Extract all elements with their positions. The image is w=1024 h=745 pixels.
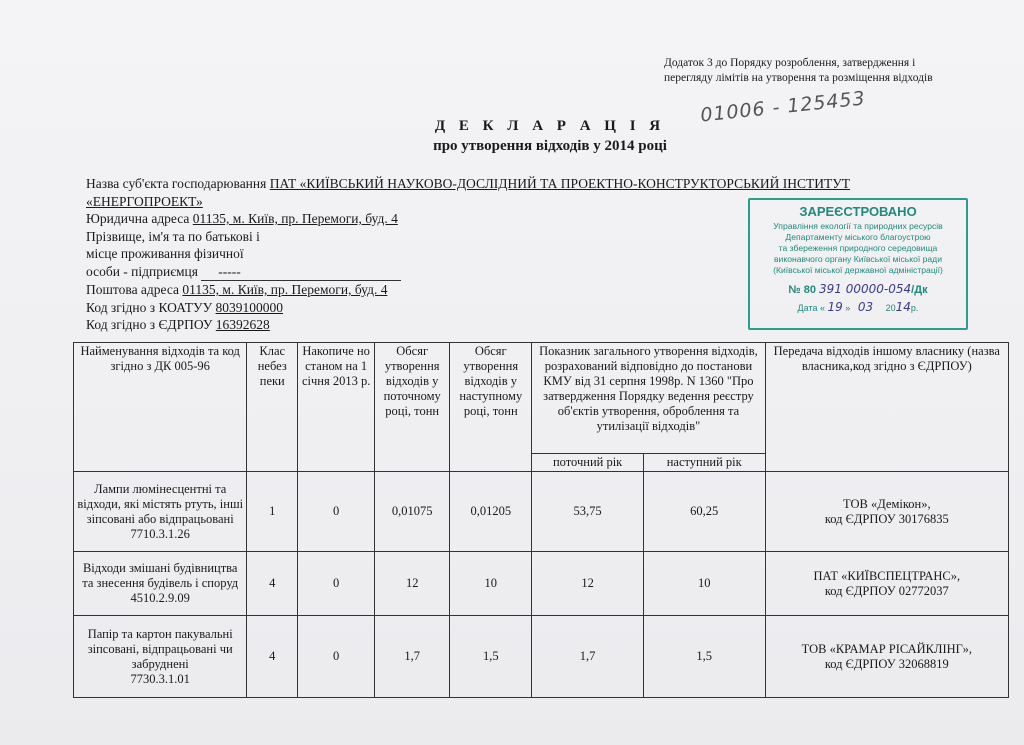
header-transfer: Передача відходів іншому власнику (назва власника,код згідно з ЄДРПОУ) (765, 343, 1008, 472)
cell-indicator-current: 1,7 (532, 616, 644, 698)
legal-address-label: Юридична адреса (86, 211, 190, 226)
waste-code: 7710.3.1.26 (130, 526, 190, 541)
person-label: особи - підприємця (86, 263, 198, 279)
cell-hazard: 4 (247, 616, 298, 698)
entity-name-value: ПАТ «КИЇВСЬКИЙ НАУКОВО-ДОСЛІДНИЙ ТА ПРОЕКТНО-КОНСТРУКТОРСЬКИЙ ІНСТИТУТ (269, 176, 851, 191)
person-line-3 (86, 263, 746, 282)
person-value: ----- (218, 263, 241, 279)
document-subtitle: про утворення відходів у 2014 році (433, 138, 667, 154)
cell-next: 0,01205 (450, 472, 532, 552)
stamp-body-line: та збереження природного середовища (778, 243, 938, 253)
table-row (74, 616, 1009, 698)
stamp-date-day: 19 (827, 300, 843, 314)
stamp-title: ЗАРЕЄСТРОВАНО (799, 204, 917, 219)
stamp-date-year: 14 (895, 300, 911, 314)
stamp-date-year-prefix: 20 (885, 303, 896, 313)
appendix-line-2: перегляду лімітів на утворення та розміщення відходів (664, 72, 933, 84)
stamp-number-suffix: /Дк (911, 284, 928, 296)
stamp-date-month: 03 (857, 300, 874, 314)
cell-indicator-current: 53,75 (532, 472, 644, 552)
header-accumulated: Накопиче но станом на 1 січня 2013 р. (298, 343, 375, 472)
cell-indicator-next: 60,25 (643, 472, 765, 552)
cell-hazard: 1 (247, 472, 298, 552)
waste-name: Папір та картон пакувальні зіпсовані, відпрацьовані чи забруднені (87, 626, 233, 671)
stamp-body-line: Департаменту міського благоустрою (785, 232, 931, 242)
cell-waste-name (74, 616, 247, 698)
legal-address-value: 01135, м. Київ, пр. Перемоги, буд. 4 (192, 211, 398, 226)
table-row (74, 552, 1009, 616)
edrpou-value: 16392628 (215, 317, 270, 332)
waste-name: Відходи змішані будівництва та знесення будівель і споруд (82, 561, 239, 590)
postal-address-value: 01135, м. Київ, пр. Перемоги, буд. 4 (182, 282, 388, 297)
transfer-code: код ЄДРПОУ 30176835 (824, 511, 949, 526)
stamp-number (754, 282, 962, 296)
person-line-2: місце проживання фізичної (86, 246, 244, 261)
cell-indicator-current: 12 (532, 552, 644, 616)
cell-current: 1,7 (375, 616, 450, 698)
stamp-date-label: Дата « (797, 303, 825, 313)
koatuu-line (86, 299, 746, 317)
cell-hazard: 4 (247, 552, 298, 616)
edrpou-label: Код згідно з ЄДРПОУ (86, 317, 213, 332)
waste-table (73, 342, 1009, 698)
stamp-body-line: (Київської міської державної адміністрації) (773, 265, 943, 275)
transfer-owner: ТОВ «Демікон», (843, 496, 931, 511)
transfer-code: код ЄДРПОУ 02772037 (824, 583, 949, 598)
edrpou-line (86, 316, 746, 334)
entity-name-label: Назва суб'єкта господарювання (86, 176, 267, 191)
transfer-code: код ЄДРПОУ 32068819 (824, 656, 949, 671)
koatuu-value: 8039100000 (215, 299, 284, 315)
cell-transfer (765, 552, 1008, 616)
transfer-owner: ПАТ «КИЇВСПЕЦТРАНС», (813, 568, 961, 583)
person-line-1: Прізвище, ім'я та по батькові і (86, 228, 260, 244)
appendix-line-1: Додаток 3 до Порядку розроблення, затвердження і (664, 57, 916, 69)
table-row (74, 472, 1009, 552)
transfer-owner: ТОВ «КРАМАР РІСАЙКЛІНГ», (801, 641, 972, 656)
cell-next: 1,5 (450, 616, 532, 698)
postal-address-label: Поштова адреса (86, 282, 180, 297)
entity-name-value-2: «ЕНЕРГОПРОЕКТ» (86, 193, 203, 209)
stamp-date (754, 300, 962, 314)
postal-address-line (86, 281, 746, 299)
document-title: Д Е К Л А Р А Ц І Я (434, 118, 666, 134)
stamp-body-line: Управління екології та природних ресурсів (773, 221, 943, 231)
header-indicator: Показник загального утворення відходів, розрахований відповідно до постанови КМУ від 31 серпня 1998р. N 1360 "Про затвердження Порядку ведення реєстру об'єктів утворення, оброблення та утилізації відходів" (532, 343, 765, 454)
cell-current: 0,01075 (375, 472, 450, 552)
cell-waste-name (74, 552, 247, 616)
stamp-number-handwritten: 391 00000-054 (819, 282, 912, 296)
koatuu-label: Код згідно з КОАТУУ (86, 299, 213, 315)
header-hazard-class: Клас небез пеки (247, 343, 298, 472)
cell-next: 10 (450, 552, 532, 616)
person-value-field (201, 263, 401, 282)
stamp-date-suffix: р. (910, 303, 919, 313)
cell-accum: 0 (298, 616, 375, 698)
cell-indicator-next: 10 (643, 552, 765, 616)
cell-current: 12 (375, 552, 450, 616)
waste-name: Лампи люмінесцентні та відходи, які містять ртуть, інші зіпсовані або відпрацьовані (77, 481, 244, 526)
cell-waste-name (74, 472, 247, 552)
entity-name-line-2 (86, 193, 746, 211)
table-header-row (74, 343, 1009, 454)
stamp-body (754, 221, 962, 276)
registration-stamp (748, 198, 968, 330)
header-waste-name: Найменування відходів та код згідно з ДК 005-96 (74, 343, 247, 472)
stamp-body-line: виконавчого органу Київської міської ради (773, 254, 942, 264)
stamp-number-prefix: № 80 (788, 284, 816, 296)
waste-code: 4510.2.9.09 (130, 591, 190, 605)
waste-code: 7730.3.1.01 (130, 671, 190, 686)
cell-accum: 0 (298, 552, 375, 616)
stamp-date-mid: » (845, 303, 851, 313)
cell-transfer (765, 616, 1008, 698)
header-next-year: Обсяг утворення відходів у наступному році, тонн (450, 343, 532, 472)
handwritten-registration-number: 01006 - 125453 (699, 87, 867, 127)
header-indicator-next: наступний рік (643, 454, 765, 472)
appendix-note (664, 56, 994, 86)
cell-accum: 0 (298, 472, 375, 552)
header-current-year: Обсяг утворення відходів у поточному році, тонн (375, 343, 450, 472)
cell-indicator-next: 1,5 (643, 616, 765, 698)
cell-transfer (765, 472, 1008, 552)
header-indicator-current: поточний рік (532, 454, 644, 472)
entity-name-line (86, 175, 851, 193)
legal-address-line (86, 210, 746, 228)
